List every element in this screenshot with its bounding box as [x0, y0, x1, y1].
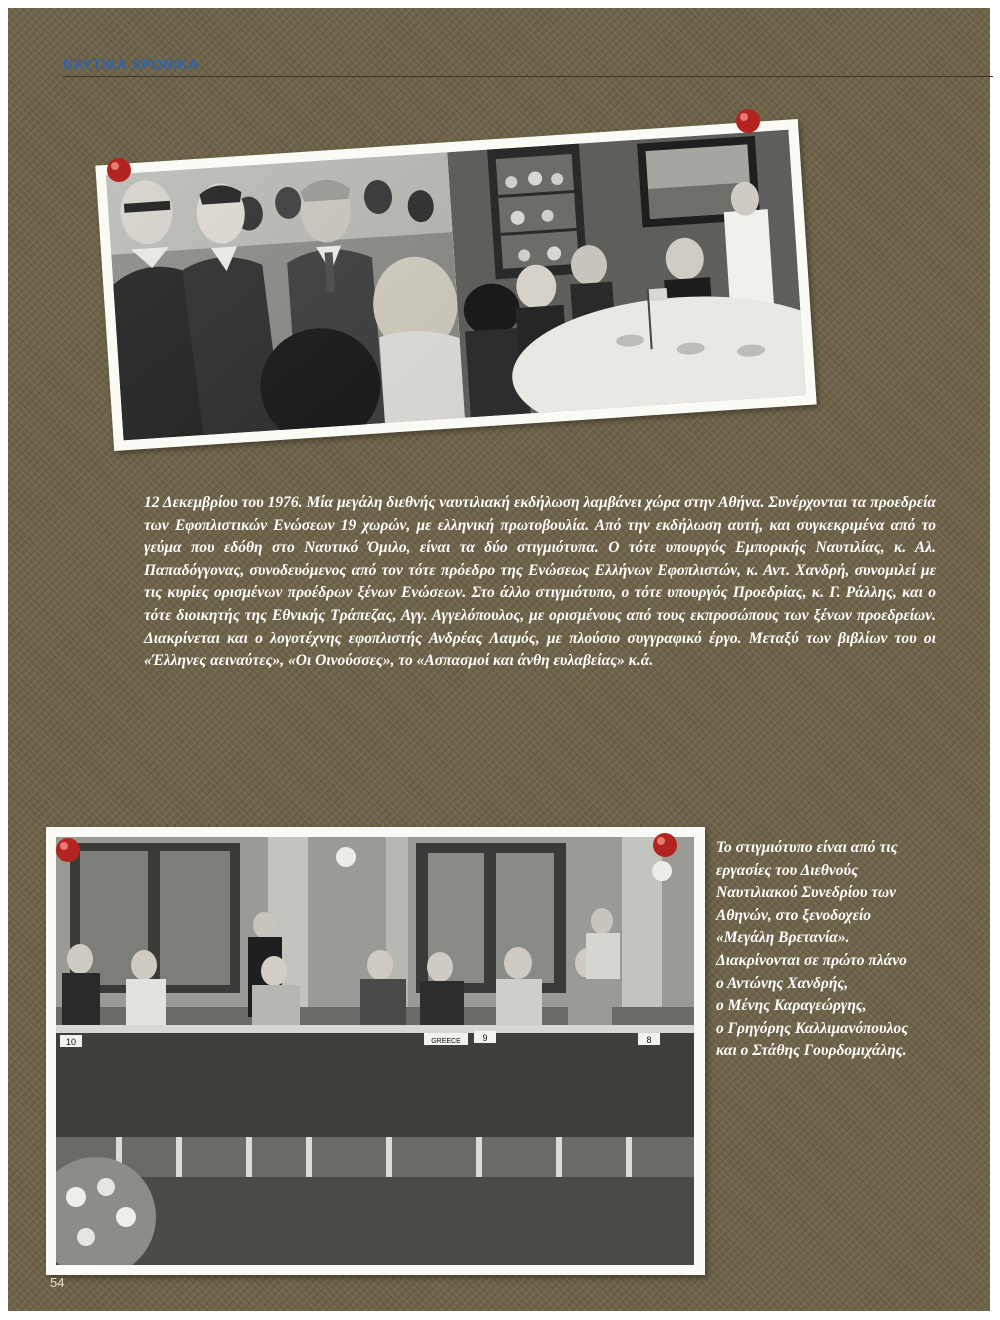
- caption-side-line: εργασίες του Διεθνούς: [716, 861, 859, 879]
- photo-reception-scene: [106, 152, 465, 440]
- caption-side-line: Το στιγμιότυπο είναι από τις: [716, 839, 898, 856]
- caption-main: 12 Δεκεμβρίου του 1976. Μία μεγάλη διεθνής ναυτιλιακή εκδήλωση λαμβάνει χώρα στην Αθήνα. Συνέρχονται τα προεδρεία των Εφοπλιστικών Ενώσεων 19 χωρών, με ελληνική πρωτοβουλία. Από την εκδήλωση αυτή, και συγκεκριμένα από το γεύμα που εδόθη στο Ναυτικό Όμιλο, είναι τα δύο στιγμιότυπα. Ο τότε υπουργός Εμπορικής Ναυτιλίας, κ. Αλ. Παπαδόγγονας, συνοδευόμενος από τον τότε πρόεδρο της Ενώσεως Ελλήνων Εφοπλιστών, κ. Αντ. Χανδρή, συνομιλεί με τις κυρίες ορισμένων προέδρων ξένων Ενώσεων. Στο άλλο στιγμιότυπο, ο τότε υπουργός Προεδρίας, κ. Γ. Ράλλης, και ο τότε διοικητής της Εθνικής Τράπεζας, Αγγ. Αγγελόπουλος, με ορισμένους από τους εκπροσώπους των ξένων προεδρείων. Διακρίνεται και ο λογοτέχνης εφοπλιστής Ανδρέας Λαιμός, με πλούσιο συγγραφικό έργο. Μεταξύ των βιβλίων του οι «Έλληνες αειναύτες», «Οι Οινούσσες», το «Ασπασμοί και άνθη ευλαβείας» κ.ά.: [144, 494, 936, 670]
- photo-conference-scene: [56, 837, 694, 1265]
- masthead-rule: [63, 76, 993, 77]
- caption-side-line: ο Γρηγόρης Καλλιμανόπουλος: [716, 1019, 909, 1037]
- caption-side-line: Διακρίνονται σε πρώτο πλάνο: [716, 951, 907, 969]
- pin-icon-bottom-right: [651, 831, 679, 859]
- caption-side-line: Αθηνών, στο ξενοδοχείο: [716, 906, 872, 924]
- caption-side-line: Ναυτιλιακού Συνεδρίου των: [716, 884, 897, 902]
- caption-side-line: και ο Στάθης Γουρδομιχάλης.: [716, 1042, 907, 1060]
- placard-country: GREECE: [431, 1038, 461, 1045]
- caption-side-line: ο Αντώνης Χανδρής,: [716, 974, 849, 992]
- photo-dinner-scene: [447, 130, 806, 418]
- placard-number-10: 10: [65, 1037, 77, 1047]
- caption-side: [716, 837, 956, 1063]
- photo-reception-dinner: [95, 119, 816, 451]
- placard-number-8: 8: [646, 1035, 652, 1045]
- magazine-page: [8, 8, 990, 1311]
- pin-icon-bottom-left: [54, 836, 82, 864]
- masthead: ΝΑΥΤΙΚΑ ΧΡΟΝΙΚΑ: [63, 56, 200, 72]
- caption-side-line: «Μεγάλη Βρετανία».: [716, 929, 850, 947]
- pin-icon-top-right: [734, 107, 762, 135]
- pin-icon-top-left: [105, 156, 133, 184]
- page-number: 54: [50, 1275, 65, 1290]
- caption-side-line: ο Μένης Καραγεώργης,: [716, 997, 867, 1015]
- photo-conference: [46, 827, 705, 1275]
- placard-number-9: 9: [482, 1033, 488, 1043]
